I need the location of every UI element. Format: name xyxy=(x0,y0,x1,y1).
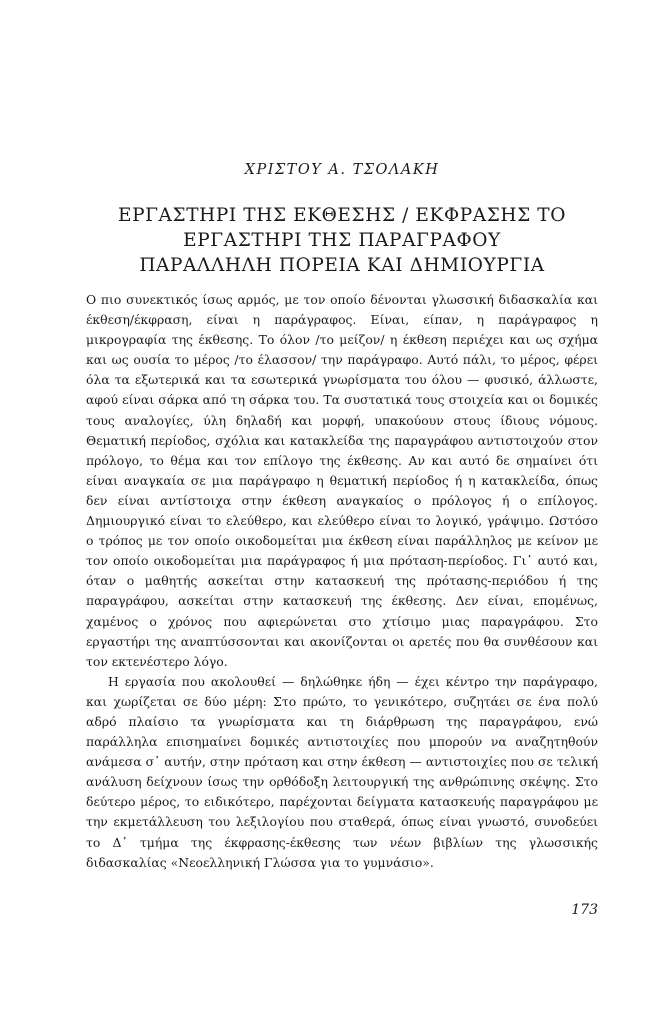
article-body xyxy=(86,290,598,873)
title-line: ΕΡΓΑΣΤΗΡΙ ΤΗΣ ΕΚΘΕΣΗΣ / ΕΚΦΡΑΣΗΣ ΤΟ xyxy=(117,205,567,226)
page-number: 173 xyxy=(571,902,598,918)
title-line: ΠΑΡΑΛΛΗΛΗ ΠΟΡΕΙΑ ΚΑΙ ΔΗΜΙΟΥΡΓΙΑ xyxy=(139,255,545,276)
article-title xyxy=(86,203,598,278)
author-name: ΧΡΙΣΤΟΥ Α. ΤΣΟΛΑΚΗ xyxy=(244,162,440,178)
body-paragraph: Ο πιο συνεκτικός ίσως αρμός, με τον οποίο δένονται γλωσσική διδασκαλία και έκθεση/έκφραση, είναι η παράγραφος. Είναι, είπαν, η παράγραφος η μικρογραφία της έκθεσης. Το όλον /το μείζον/ η έκθεση περιέχει και ως σχήμα και ως ουσία το μέρος /το έλασσον/ την παράγραφο. Αυτό πάλι, το μέρος, φέρει όλα τα εξωτερικά και τα εσωτερικά γνωρίσματα του όλου — φυσικό, άλλωστε, αφού είναι σάρκα από τη σάρκα του. Τα συστατικά τους στοιχεία και οι δομικές τους αναλογίες, ύλη δηλαδή και μορφή, υπακούουν στους ίδιους νόμους. Θεματική περίοδος, σχόλια και κατακλείδα της παραγράφου αντιστοιχούν στον πρόλογο, το θέμα και τον επίλογο της έκθεσης. Αν και αυτό δε σημαίνει ότι είναι αναγκαία σε μια παράγραφο η θεματική περίοδος ή η κατακλείδα, όπως δεν είναι αντίστοιχα στην έκθεση αναγκαίος ο πρόλογος ή ο επίλογος. Δημιουργικό είναι το ελεύθερο, και ελεύθερο είναι το λογικό, γράψιμο. Ωστόσο ο τρόπος με τον οποίο οικοδομείται μια έκθεση είναι παράλληλος με κείνον με τον οποίο οικοδομείται μια παράγραφος ή μια πρόταση-περίοδος. Γι᾽ αυτό και, όταν ο μαθητής ασκείται στην κατασκευή της πρότασης-περιόδου ή της παραγράφου, ασκείται στην κατασκευή της έκθεσης. Δεν είναι, επομένως, χαμένος ο χρόνος που αφιερώνεται στο χτίσιμο μιας παραγράφου. Στο εργαστήρι της αναπτύσσονται και ακονίζονται οι αρετές που θα συνθέσουν και τον εκτενέστερο λόγο. xyxy=(86,292,598,669)
document-page xyxy=(86,0,598,1024)
title-line: ΕΡΓΑΣΤΗΡΙ ΤΗΣ ΠΑΡΑΓΡΑΦΟΥ xyxy=(183,230,501,251)
body-paragraph: Η εργασία που ακολουθεί — δηλώθηκε ήδη — έχει κέντρο την παράγραφο, και χωρίζεται σε δύο μέρη: Στο πρώτο, το γενικότερο, συζητάει σε ένα πολύ αδρό πλαίσιο τα γνωρίσματα και τη διάρθρωση της παραγράφου, ενώ παράλληλα επισημαίνει δομικές αντιστοιχίες που μπορούν να αναζητηθούν ανάμεσα σ᾽ αυτήν, στην πρόταση και στην έκθεση — αντιστοιχίες που σε τελική ανάλυση δείχνουν ίσως την ορθόδοξη λειτουργική της ανθρώπινης σκέψης. Στο δεύτερο μέρος, το ειδικότερο, παρέχονται δείγματα κατασκευής παραγράφου με την εκμετάλλευση του λεξιλογίου που σταθερά, όπως είναι γνωστό, συνοδεύει το Δ᾽ τμήμα της έκφρασης-έκθεσης των νέων βιβλίων της γλωσσικής διδασκαλίας «Νεοελληνική Γλώσσα για το γυμνάσιο». xyxy=(86,673,598,870)
